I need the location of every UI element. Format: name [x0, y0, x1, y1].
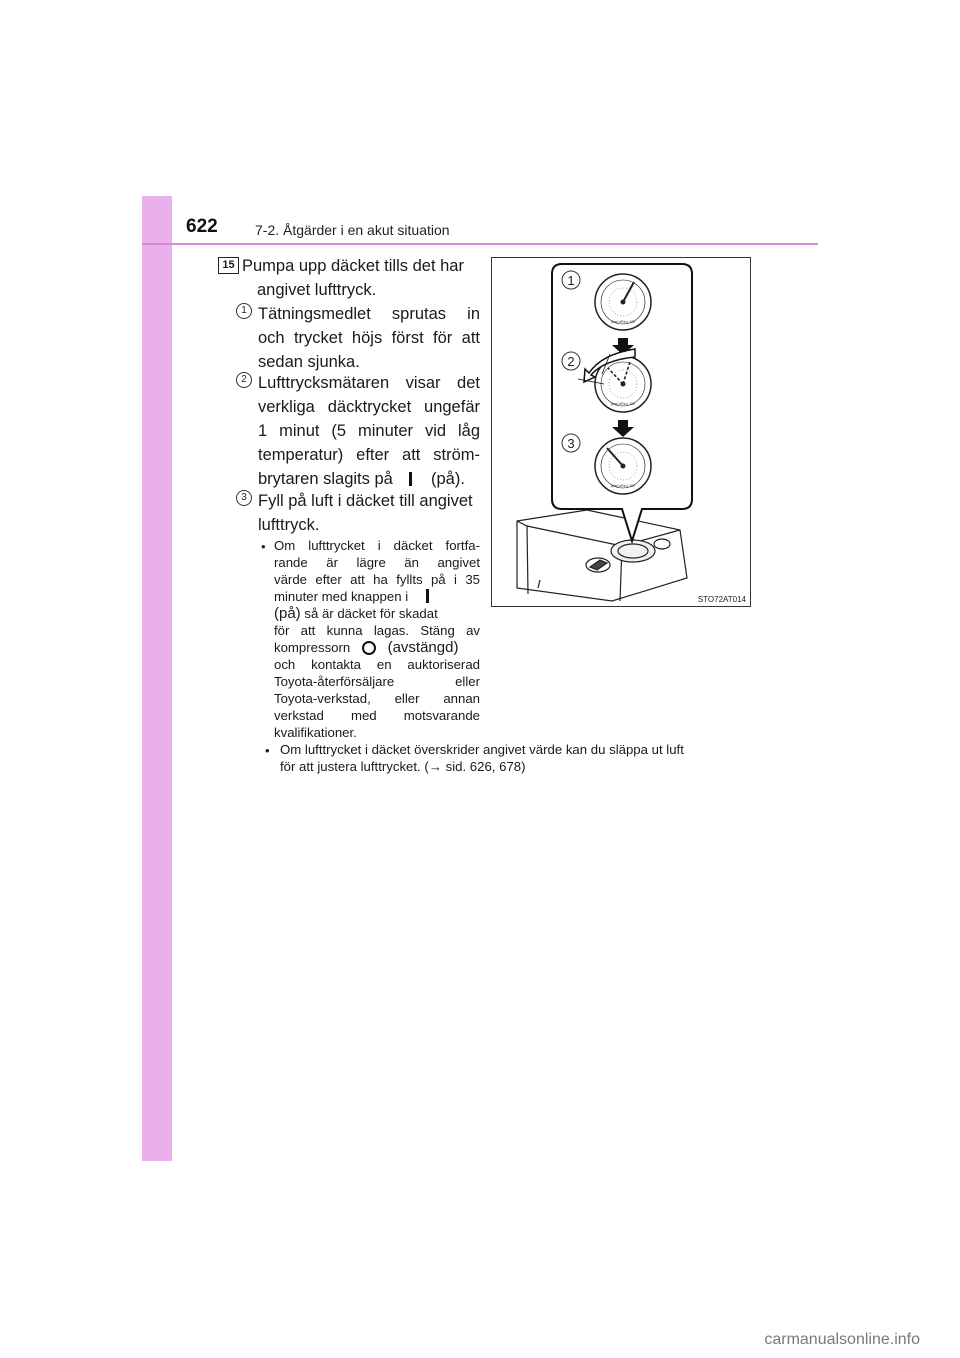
- substep-3-line2: lufttryck.: [258, 516, 320, 534]
- note-1-line3: värde efter att ha fyllts på i 35: [274, 572, 480, 587]
- substep-1-line1: Tätningsmedlet sprutas in: [258, 305, 480, 323]
- note-1-line7: [274, 640, 480, 657]
- note-1-line5: [274, 606, 480, 623]
- step-title-line1: Pumpa upp däcket tills det har: [242, 257, 464, 275]
- note-1-line5-text: så är däcket för skadat: [304, 606, 438, 621]
- note-2-line2: för att justera lufttrycket. (→ sid. 626, 678): [280, 759, 526, 774]
- gauge-unit-label: (bar) kPa x 100: [611, 320, 635, 324]
- substep-2-line5: [258, 467, 465, 491]
- gauge-1: [595, 274, 651, 330]
- note-1-line7-text: kompressorn: [274, 640, 351, 655]
- substep-2-line3: 1 minut (5 minuter vid låg: [258, 422, 480, 440]
- compressor-body: [517, 510, 687, 601]
- note-1-line4-text: minuter med knappen i: [274, 589, 409, 604]
- note-1-line8: och kontakta en auktoriserad: [274, 657, 480, 672]
- page-number: 622: [186, 216, 218, 237]
- substep-2-line5-text: brytaren slagits på: [258, 470, 393, 488]
- note-1-line4: [274, 589, 480, 606]
- note-1-line2: rande är lägre än angivet: [274, 555, 480, 570]
- note-2-bullet: •: [265, 743, 270, 758]
- substep-marker-3: 3: [236, 490, 252, 506]
- power-on-symbol-icon: [409, 472, 412, 486]
- substep-1-line3: sedan sjunka.: [258, 353, 360, 371]
- note-1-line11: verkstad med motsvarande: [274, 708, 480, 723]
- gauge-diagram: [492, 258, 750, 606]
- step-number-badge: 15: [218, 257, 239, 274]
- step-title-line2: angivet lufttryck.: [257, 281, 377, 299]
- watermark-text: carmanualsonline.info: [764, 1331, 920, 1348]
- substep-2-line2: verkliga däcktrycket ungefär: [258, 398, 480, 416]
- figure-id: STO72AT014: [697, 595, 746, 604]
- substep-2-line5-suffix: (på).: [431, 470, 465, 488]
- note-1-line9: Toyota-återförsäljare eller: [274, 674, 480, 689]
- gauge-unit-label: (bar) kPa x 100: [611, 484, 635, 488]
- note-1-line1: Om lufttrycket i däcket fortfa-: [274, 538, 480, 553]
- note-1-off-label: (avstängd): [387, 639, 459, 656]
- gauge-3: [595, 438, 651, 494]
- note-1-line10: Toyota-verkstad, eller annan: [274, 691, 480, 706]
- note-1-bullet: •: [261, 539, 266, 554]
- note-1-on-label: (på): [274, 605, 301, 622]
- chapter-sidebar-tab: [142, 196, 172, 1161]
- note-1-line6: för att kunna lagas. Stäng av: [274, 623, 480, 638]
- substep-3-line1: Fyll på luft i däcket till angivet: [258, 492, 473, 510]
- substep-1-line2: och trycket höjs först för att: [258, 329, 480, 347]
- callout-3: 3: [567, 436, 575, 451]
- gauge-unit-label: (bar) kPa x 100: [611, 402, 635, 406]
- power-on-symbol-icon: [426, 589, 429, 603]
- callout-1: 1: [567, 273, 575, 288]
- power-off-symbol-icon: [362, 641, 376, 655]
- substep-2-line4: temperatur) efter att ström-: [258, 446, 480, 464]
- substep-marker-2: 2: [236, 372, 252, 388]
- callout-2: 2: [567, 354, 575, 369]
- section-title: 7-2. Åtgärder i en akut situation: [255, 222, 450, 238]
- note-2-line1: Om lufttrycket i däcket överskrider angivet värde kan du släppa ut luft: [280, 742, 684, 757]
- header-rule: [142, 243, 818, 245]
- substep-marker-1: 1: [236, 303, 252, 319]
- substep-2-line1: Lufttrycksmätaren visar det: [258, 374, 480, 392]
- compressor-gauge-illustration: [491, 257, 751, 607]
- note-1-line12: kvalifikationer.: [274, 725, 357, 740]
